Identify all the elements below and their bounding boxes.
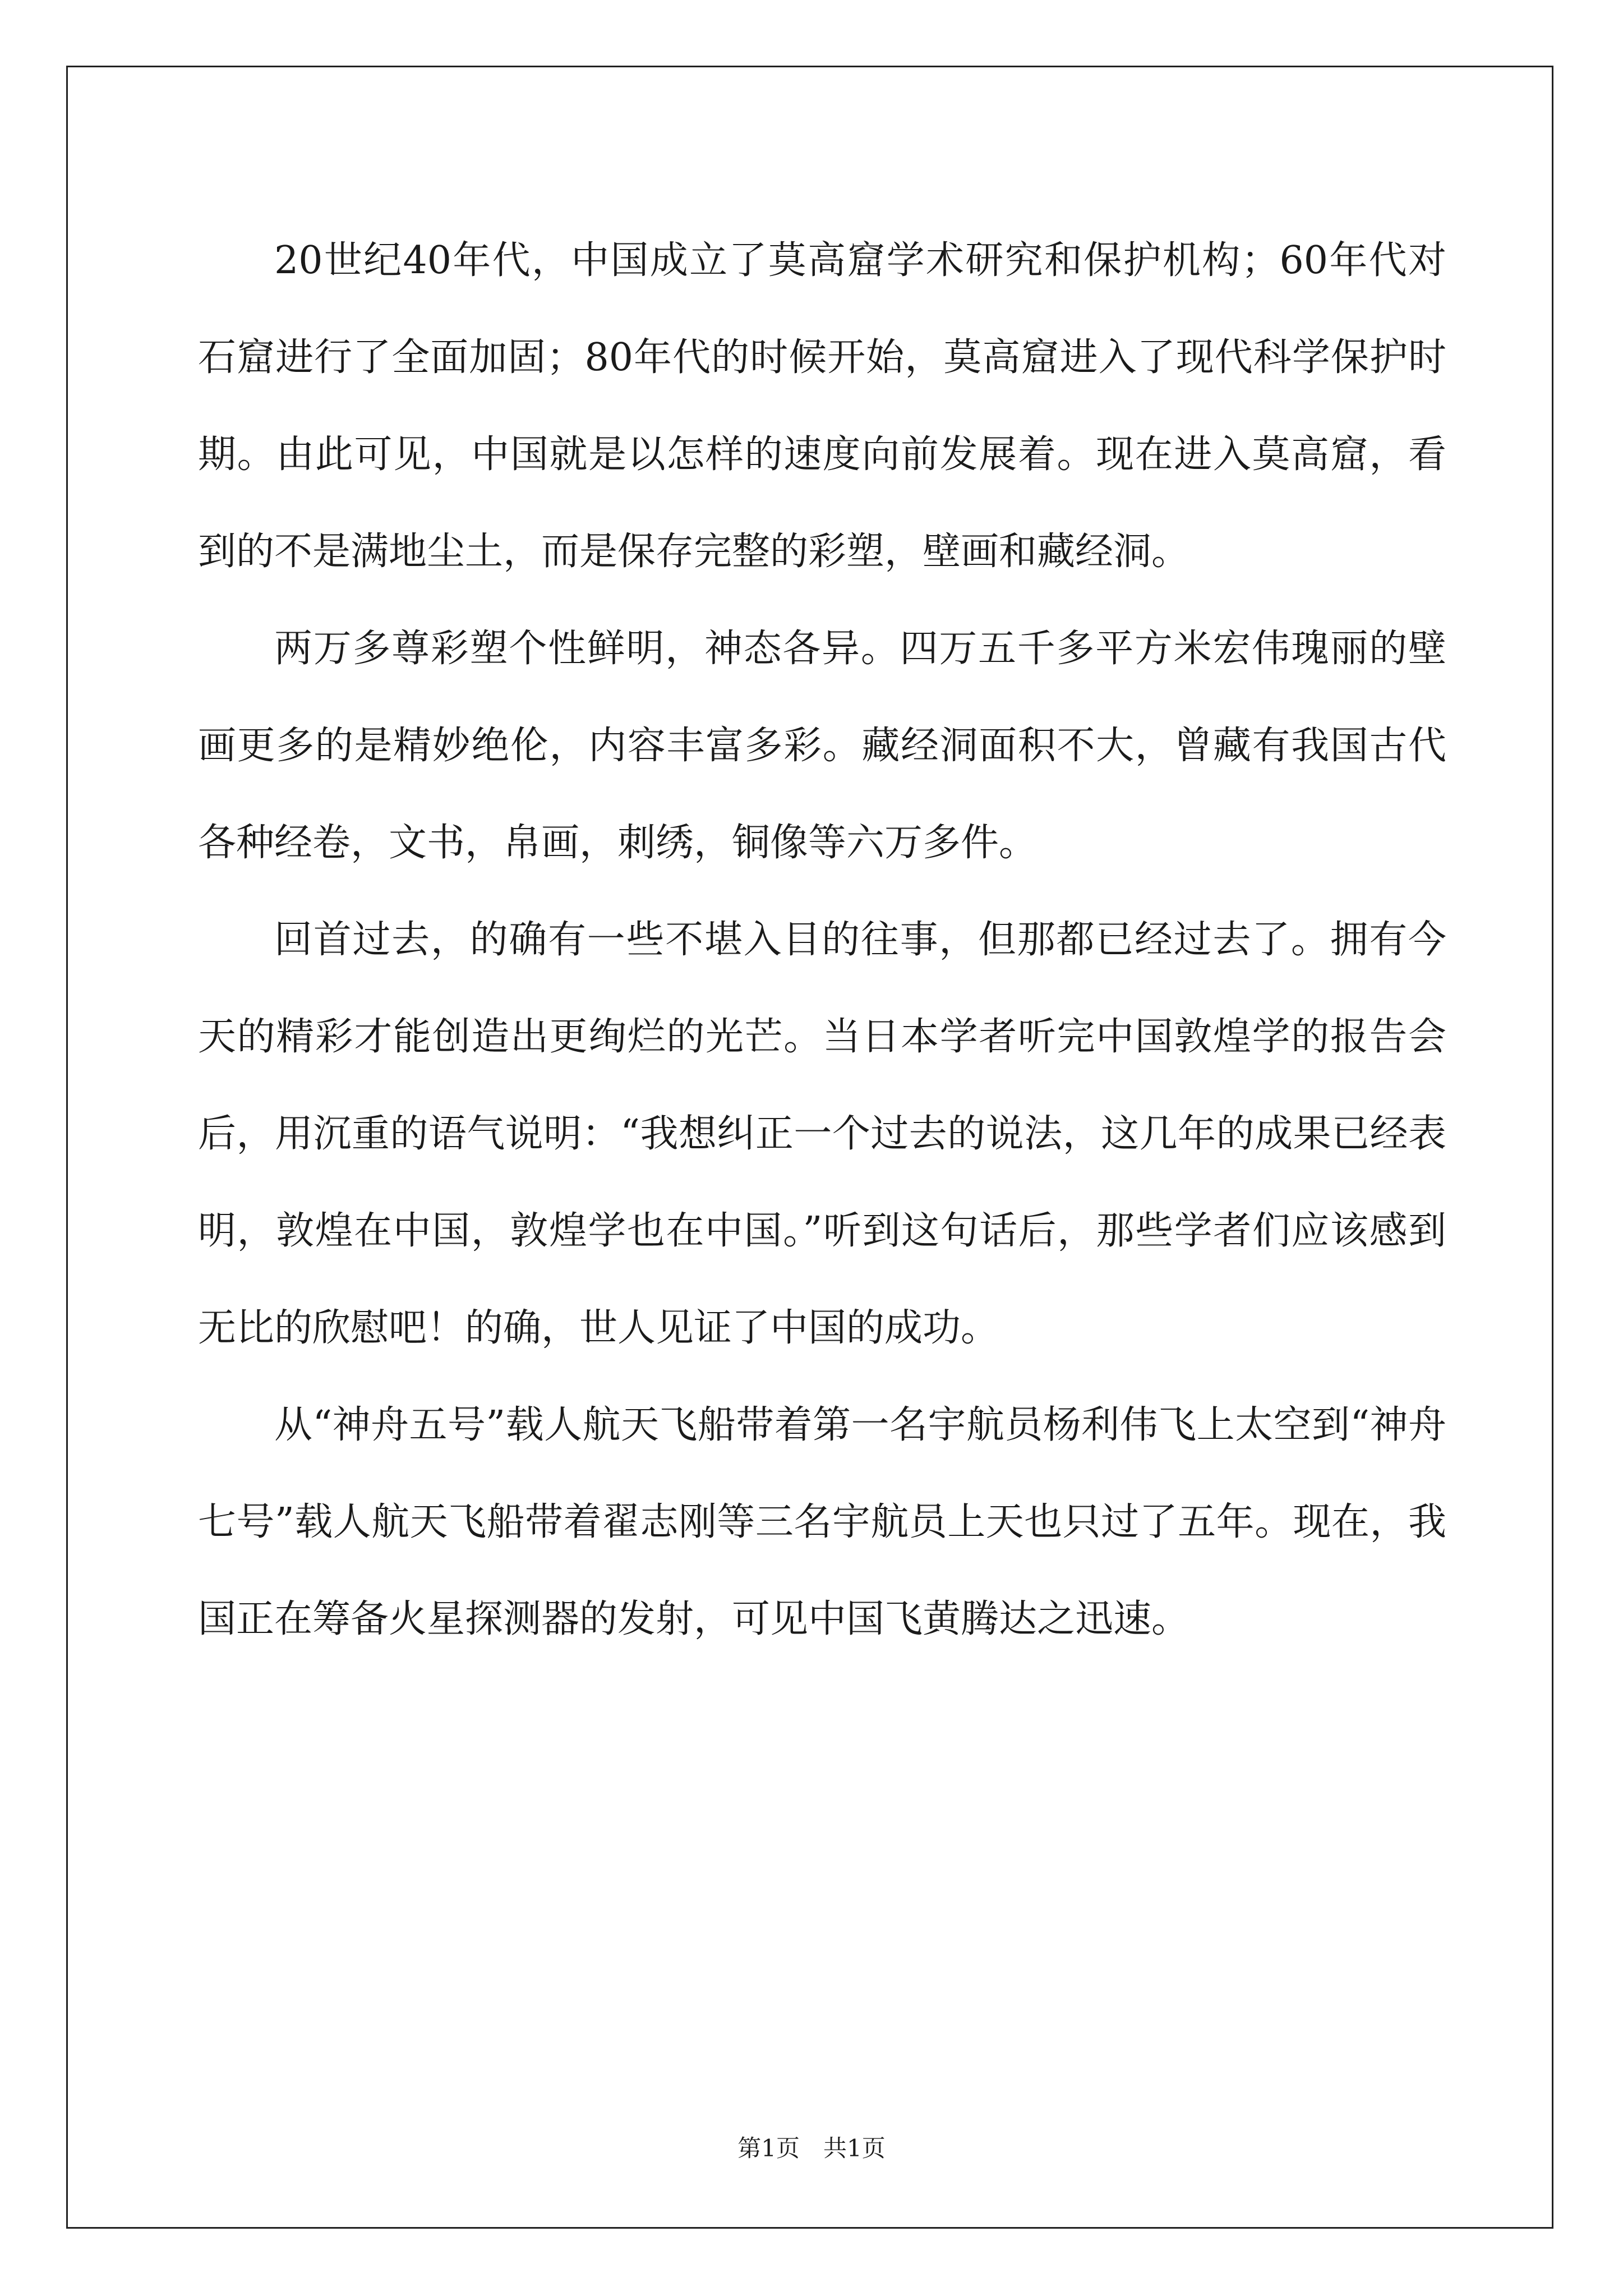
paragraph: 回首过去，的确有一些不堪入目的往事，但那都已经过去了。拥有今天的精彩才能创造出更绚烂的光芒。当日本学者听完中国敦煌学的报告会后，用沉重的语气说明：“我想纠正一个过去的说法，这几年的成果已经表明，敦煌在中国，敦煌学也在中国。”听到这句话后，那些学者们应该感到无比的欣慰吧！的确，世人见证了中国的成功。 [198,918,1446,1350]
paragraph: 从“神舟五号”载人航天飞船带着第一名宇航员杨利伟飞上太空到“神舟七号”载人航天飞船带着翟志刚等三名宇航员上天也只过了五年。现在，我国正在筹备火星探测器的发射，可见中国飞黄腾达之迅速。 [198,1403,1446,1641]
page-number-footer: 第1页 共1页 [737,2134,886,2162]
document-body [198,212,1446,1668]
paragraph: 20世纪40年代，中国成立了莫高窟学术研究和保护机构；60年代对石窟进行了全面加固；80年代的时候开始，莫高窟进入了现代科学保护时期。由此可见，中国就是以怎样的速度向前发展着。现在进入莫高窟，看到的不是满地尘土，而是保存完整的彩塑，壁画和藏经洞。 [198,238,1446,574]
paragraph: 两万多尊彩塑个性鲜明，神态各异。四万五千多平方米宏伟瑰丽的壁画更多的是精妙绝伦，内容丰富多彩。藏经洞面积不大，曾藏有我国古代各种经卷，文书，帛画，刺绣，铜像等六万多件。 [198,627,1446,865]
